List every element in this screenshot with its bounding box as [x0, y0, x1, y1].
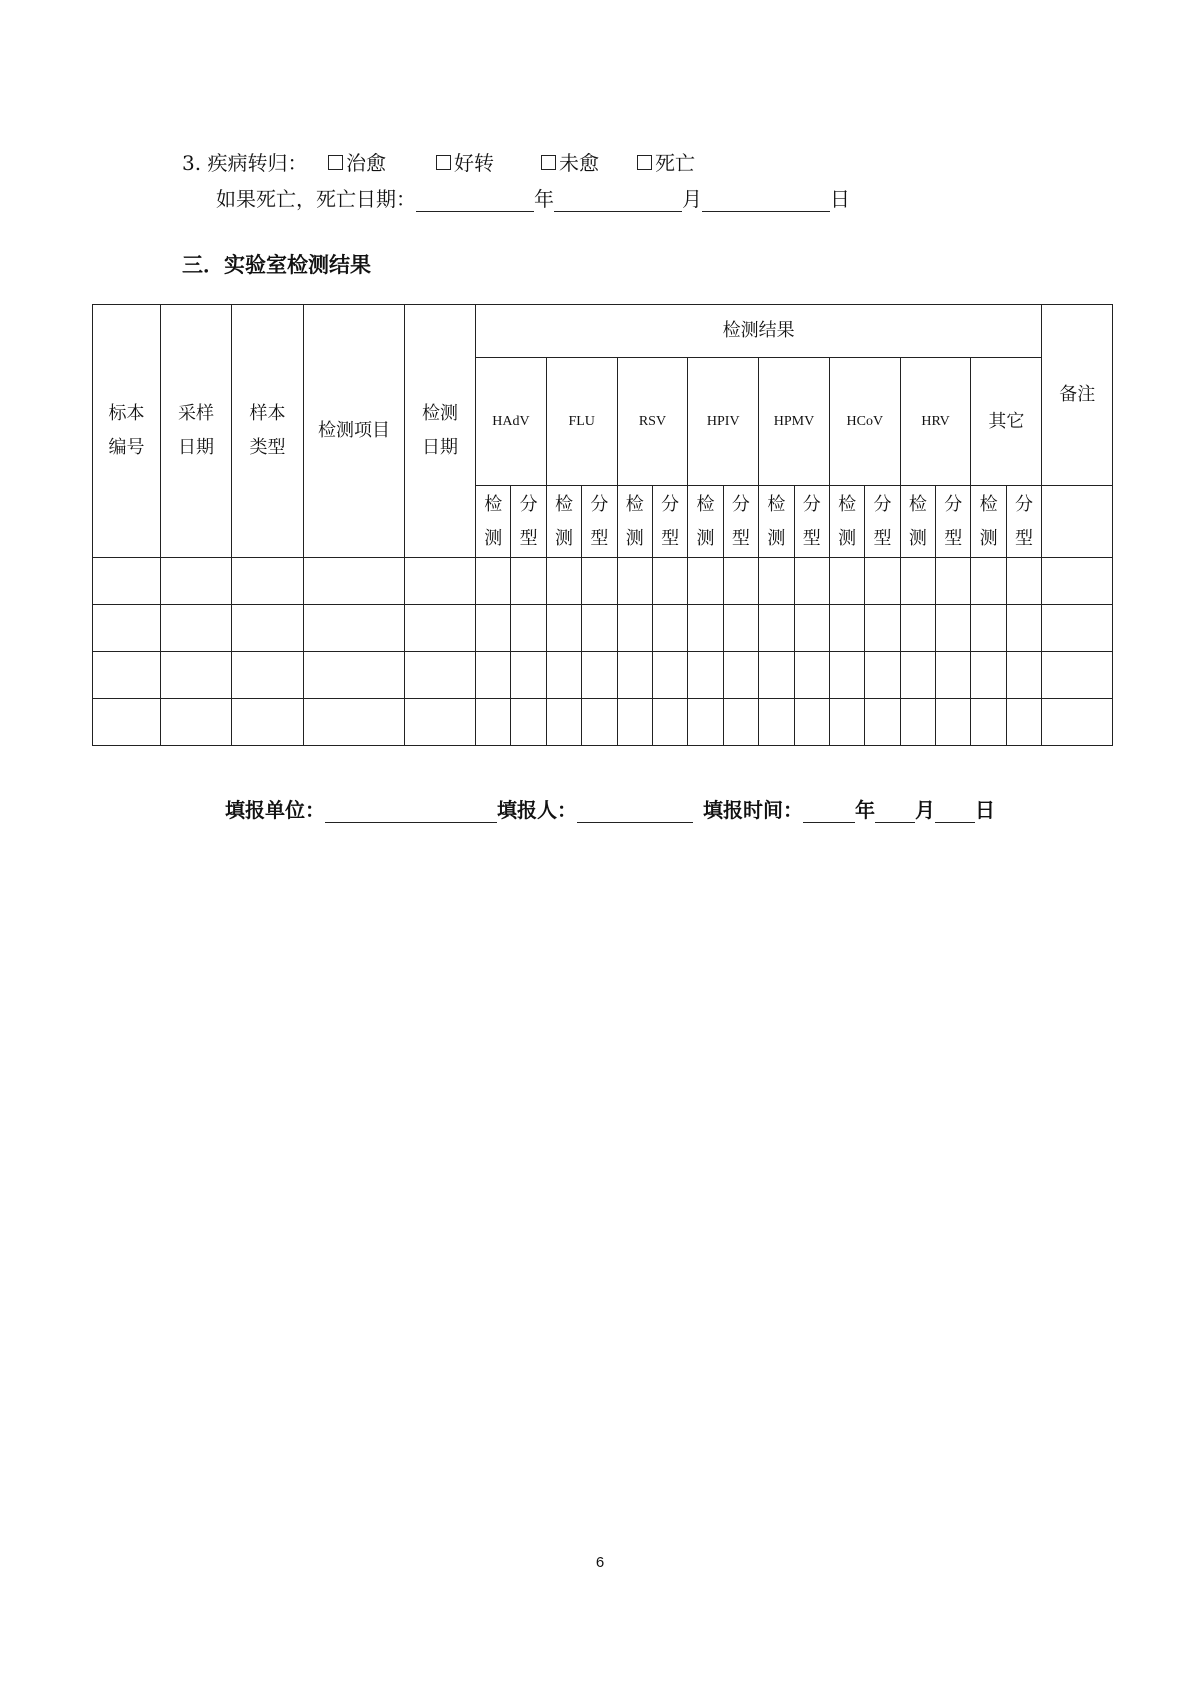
table-cell[interactable] — [93, 652, 161, 699]
table-cell[interactable] — [865, 652, 900, 699]
table-cell[interactable] — [93, 699, 161, 746]
table-cell[interactable] — [829, 558, 864, 605]
subheader-remarks-blank — [1042, 486, 1113, 558]
table-cell[interactable] — [1042, 558, 1113, 605]
reporting-unit-label: 填报单位： — [225, 798, 325, 822]
page-number: 6 — [595, 1554, 605, 1571]
table-cell[interactable] — [405, 652, 476, 699]
table-cell[interactable] — [688, 605, 723, 652]
table-cell[interactable] — [688, 558, 723, 605]
table-cell[interactable] — [161, 558, 232, 605]
table-cell[interactable] — [759, 699, 794, 746]
report-footer: 填报单位： 填报人： 填报时间： 年 月 日 — [225, 798, 995, 822]
header-test-results: 检测结果 — [476, 305, 1042, 358]
reporter-field[interactable] — [577, 798, 693, 823]
header-virus-other: 其它 — [971, 358, 1042, 486]
table-cell[interactable] — [1006, 699, 1041, 746]
table-cell[interactable] — [865, 605, 900, 652]
table-cell[interactable] — [476, 605, 511, 652]
table-cell[interactable] — [93, 605, 161, 652]
table-cell[interactable] — [900, 699, 935, 746]
report-month-field[interactable] — [875, 798, 915, 823]
subheader-type: 分 型 — [582, 486, 617, 558]
header-test-date: 检测 日期 — [405, 305, 476, 558]
table-cell[interactable] — [304, 652, 405, 699]
table-cell[interactable] — [723, 699, 758, 746]
table-cell[interactable] — [617, 605, 652, 652]
subheader-type: 分 型 — [936, 486, 971, 558]
subheader-detect: 检 测 — [971, 486, 1006, 558]
subheader-type: 分 型 — [652, 486, 687, 558]
table-cell[interactable] — [582, 699, 617, 746]
header-test-item: 检测项目 — [304, 305, 405, 558]
table-cell[interactable] — [759, 605, 794, 652]
table-cell[interactable] — [865, 699, 900, 746]
table-cell[interactable] — [794, 605, 829, 652]
table-cell[interactable] — [652, 652, 687, 699]
table-cell[interactable] — [936, 558, 971, 605]
table-cell[interactable] — [936, 652, 971, 699]
report-day-field[interactable] — [935, 798, 975, 823]
header-virus-hcov: HCoV — [829, 358, 900, 486]
table-cell[interactable] — [1042, 652, 1113, 699]
subheader-detect: 检 测 — [829, 486, 864, 558]
table-cell[interactable] — [405, 558, 476, 605]
checkbox-icon[interactable] — [541, 155, 556, 170]
table-cell[interactable] — [476, 652, 511, 699]
header-virus-hrv: HRV — [900, 358, 971, 486]
header-virus-hadv: HAdV — [476, 358, 547, 486]
table-cell[interactable] — [723, 605, 758, 652]
table-cell[interactable] — [971, 699, 1006, 746]
disease-outcome-line — [182, 147, 695, 176]
table-cell[interactable] — [723, 652, 758, 699]
table-cell[interactable] — [617, 652, 652, 699]
table-cell[interactable] — [405, 699, 476, 746]
table-row — [93, 699, 1113, 746]
table-cell[interactable] — [794, 558, 829, 605]
header-virus-rsv: RSV — [617, 358, 688, 486]
table-cell[interactable] — [93, 558, 161, 605]
subheader-detect: 检 测 — [476, 486, 511, 558]
table-cell[interactable] — [582, 605, 617, 652]
outcome-option-not-cured[interactable]: 未愈 — [541, 147, 599, 176]
table-cell[interactable] — [304, 605, 405, 652]
table-cell[interactable] — [900, 652, 935, 699]
table-cell[interactable] — [161, 652, 232, 699]
table-cell[interactable] — [546, 605, 581, 652]
table-cell[interactable] — [232, 699, 304, 746]
table-cell[interactable] — [304, 699, 405, 746]
death-date-label: 如果死亡，死亡日期： — [216, 187, 416, 211]
table-cell[interactable] — [232, 605, 304, 652]
checkbox-icon[interactable] — [436, 155, 451, 170]
table-cell[interactable] — [971, 558, 1006, 605]
header-remarks: 备注 — [1042, 305, 1113, 486]
table-cell[interactable] — [582, 652, 617, 699]
checkbox-icon[interactable] — [328, 155, 343, 170]
table-cell[interactable] — [723, 558, 758, 605]
subheader-type: 分 型 — [865, 486, 900, 558]
table-cell[interactable] — [1042, 699, 1113, 746]
header-sample-type: 样本 类型 — [232, 305, 304, 558]
section-title: 三．实验室检测结果 — [182, 253, 371, 277]
outcome-option-death[interactable]: 死亡 — [637, 147, 695, 176]
lab-results-table — [92, 304, 1113, 746]
table-cell[interactable] — [652, 699, 687, 746]
table-cell[interactable] — [617, 699, 652, 746]
table-cell[interactable] — [936, 605, 971, 652]
table-cell[interactable] — [971, 605, 1006, 652]
table-cell[interactable] — [652, 605, 687, 652]
subheader-type: 分 型 — [794, 486, 829, 558]
table-cell[interactable] — [546, 699, 581, 746]
table-cell[interactable] — [1006, 652, 1041, 699]
table-cell[interactable] — [829, 699, 864, 746]
table-row — [93, 605, 1113, 652]
subheader-type: 分 型 — [1006, 486, 1041, 558]
table-cell[interactable] — [511, 652, 546, 699]
table-cell[interactable] — [936, 699, 971, 746]
subheader-type: 分 型 — [723, 486, 758, 558]
table-cell[interactable] — [582, 558, 617, 605]
disease-outcome-label: 3. 疾病转归： — [182, 151, 308, 175]
table-cell[interactable] — [546, 558, 581, 605]
table-cell[interactable] — [1042, 605, 1113, 652]
table-cell[interactable] — [900, 605, 935, 652]
reporting-unit-field[interactable] — [325, 798, 497, 823]
outcome-option-cured[interactable]: 治愈 — [328, 147, 386, 176]
table-cell[interactable] — [759, 652, 794, 699]
report-time-label: 填报时间： — [703, 798, 803, 822]
table-cell[interactable] — [161, 699, 232, 746]
death-date-line: 如果死亡，死亡日期： 年 月 日 — [216, 187, 850, 211]
table-cell[interactable] — [617, 558, 652, 605]
table-cell[interactable] — [971, 652, 1006, 699]
table-cell[interactable] — [794, 652, 829, 699]
checkbox-icon[interactable] — [637, 155, 652, 170]
header-sample-no: 标本 编号 — [93, 305, 161, 558]
table-cell[interactable] — [794, 699, 829, 746]
header-sampling-date: 采样 日期 — [161, 305, 232, 558]
table-cell[interactable] — [1006, 605, 1041, 652]
table-cell[interactable] — [829, 605, 864, 652]
outcome-option-improved[interactable]: 好转 — [436, 147, 494, 176]
subheader-detect: 检 测 — [617, 486, 652, 558]
subheader-type: 分 型 — [511, 486, 546, 558]
table-cell[interactable] — [304, 558, 405, 605]
table-cell[interactable] — [759, 558, 794, 605]
table-row — [93, 558, 1113, 605]
table-cell[interactable] — [476, 699, 511, 746]
subheader-detect: 检 测 — [900, 486, 935, 558]
table-cell[interactable] — [476, 558, 511, 605]
table-cell[interactable] — [232, 652, 304, 699]
table-cell[interactable] — [865, 558, 900, 605]
report-year-field[interactable] — [803, 798, 855, 823]
table-cell[interactable] — [688, 699, 723, 746]
table-cell[interactable] — [511, 699, 546, 746]
subheader-detect: 检 测 — [759, 486, 794, 558]
death-day-field[interactable] — [702, 189, 830, 212]
table-cell[interactable] — [511, 605, 546, 652]
death-month-field[interactable] — [554, 189, 682, 212]
table-cell[interactable] — [511, 558, 546, 605]
table-cell[interactable] — [232, 558, 304, 605]
table-cell[interactable] — [546, 652, 581, 699]
table-cell[interactable] — [688, 652, 723, 699]
table-cell[interactable] — [652, 558, 687, 605]
table-cell[interactable] — [161, 605, 232, 652]
death-year-field[interactable] — [416, 189, 534, 212]
header-virus-hpmv: HPMV — [759, 358, 830, 486]
table-cell[interactable] — [405, 605, 476, 652]
reporter-label: 填报人： — [497, 798, 577, 822]
table-cell[interactable] — [900, 558, 935, 605]
table-cell[interactable] — [1006, 558, 1041, 605]
subheader-detect: 检 测 — [546, 486, 581, 558]
table-row — [93, 652, 1113, 699]
header-virus-flu: FLU — [546, 358, 617, 486]
table-cell[interactable] — [829, 652, 864, 699]
subheader-detect: 检 测 — [688, 486, 723, 558]
header-virus-hpiv: HPIV — [688, 358, 759, 486]
